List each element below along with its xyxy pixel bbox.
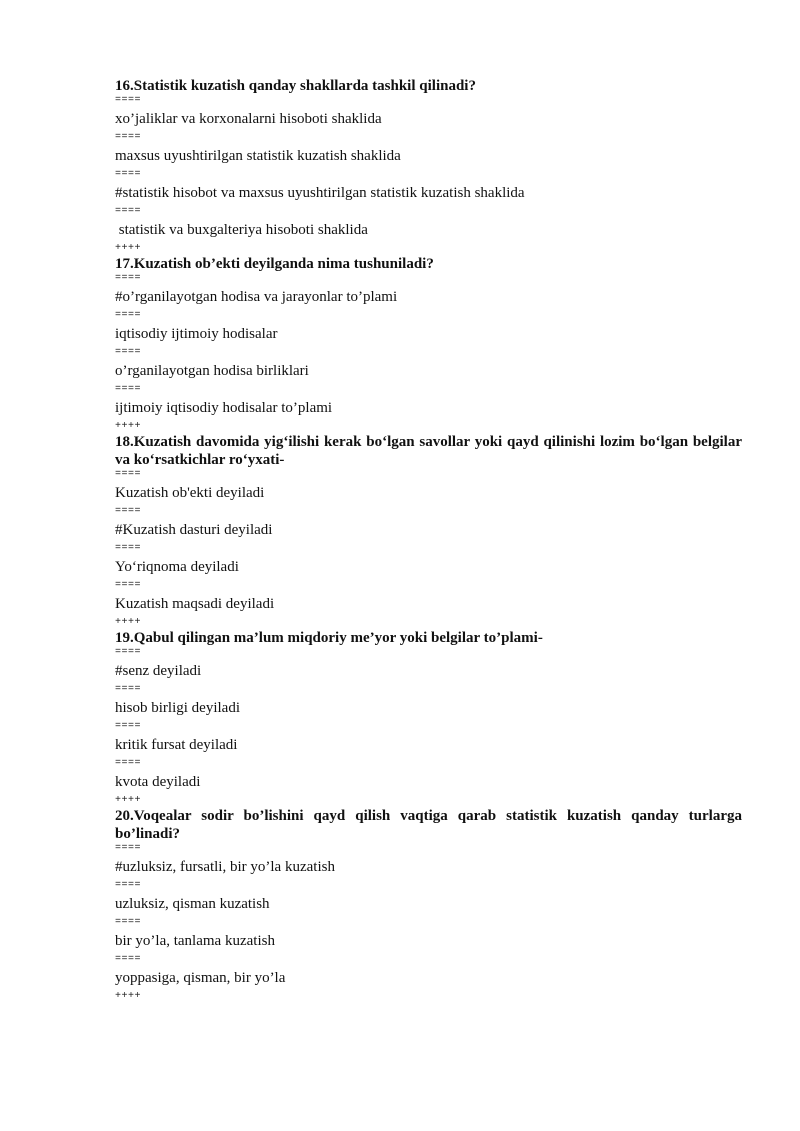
- question-title: 16.Statistik kuzatish qanday shakllarda tashkil qilinadi?: [115, 78, 476, 94]
- answer-separator: ====: [115, 384, 142, 395]
- answer-separator: ====: [115, 580, 142, 591]
- answer-separator: ====: [115, 310, 142, 321]
- answer-option: maxsus uyushtirilgan statistik kuzatish shaklida: [115, 148, 401, 164]
- answer-separator: ====: [115, 647, 142, 658]
- answer-separator: ====: [115, 273, 142, 284]
- answer-separator: ====: [115, 543, 142, 554]
- question-terminator: ++++: [115, 243, 142, 254]
- answer-option: iqtisodiy ijtimoiy hodisalar: [115, 326, 278, 342]
- question-terminator: ++++: [115, 991, 142, 1002]
- answer-separator: ====: [115, 843, 142, 854]
- question-terminator: ++++: [115, 795, 142, 806]
- question-title: 18.Kuzatish davomida yig‘ilishi kerak bo‘lgan savollar yoki qayd qilinishi lozim bo‘lgan belgilar va ko‘rsatkichlar ro‘yxati-: [115, 434, 742, 468]
- answer-option: #o’rganilayotgan hodisa va jarayonlar to’plami: [115, 289, 398, 305]
- answer-separator: ====: [115, 169, 142, 180]
- answer-separator: ====: [115, 721, 142, 732]
- answer-separator: ====: [115, 684, 142, 695]
- answer-separator: ====: [115, 132, 142, 143]
- question-block: [115, 629, 742, 807]
- answer-option: bir yo’la, tanlama kuzatish: [115, 933, 275, 949]
- answer-option: xo’jaliklar va korxonalarni hisoboti shaklida: [115, 111, 382, 127]
- document-page: [115, 77, 742, 1003]
- answer-separator: ====: [115, 206, 142, 217]
- answer-option: #Kuzatish dasturi deyiladi: [115, 522, 273, 538]
- answer-separator: ====: [115, 758, 142, 769]
- answer-option: kvota deyiladi: [115, 774, 201, 790]
- answer-option: statistik va buxgalteriya hisoboti shaklida: [115, 222, 368, 238]
- answer-option: #senz deyiladi: [115, 663, 202, 679]
- answer-separator: ====: [115, 469, 142, 480]
- answer-separator: ====: [115, 880, 142, 891]
- answer-option: #statistik hisobot va maxsus uyushtirilgan statistik kuzatish shaklida: [115, 185, 525, 201]
- answer-option: hisob birligi deyiladi: [115, 700, 240, 716]
- answer-separator: ====: [115, 506, 142, 517]
- answer-option: ijtimoiy iqtisodiy hodisalar to’plami: [115, 400, 333, 416]
- question-title: 17.Kuzatish ob’ekti deyilganda nima tushuniladi?: [115, 256, 434, 272]
- answer-option: uzluksiz, qisman kuzatish: [115, 896, 270, 912]
- answer-option: #uzluksiz, fursatli, bir yo’la kuzatish: [115, 859, 335, 875]
- question-title: 20.Voqealar sodir bo’lishini qayd qilish vaqtiga qarab statistik kuzatish qanday turlarga bo’linadi?: [115, 808, 742, 842]
- answer-option: yoppasiga, qisman, bir yo’la: [115, 970, 286, 986]
- answer-separator: ====: [115, 917, 142, 928]
- answer-option: Kuzatish ob'ekti deyiladi: [115, 485, 265, 501]
- answer-separator: ====: [115, 954, 142, 965]
- answer-separator: ====: [115, 95, 142, 106]
- question-terminator: ++++: [115, 617, 142, 628]
- answer-option: Kuzatish maqsadi deyiladi: [115, 596, 275, 612]
- answer-option: Yo‘riqnoma deyiladi: [115, 559, 239, 575]
- question-block: [115, 77, 742, 255]
- answer-option: o’rganilayotgan hodisa birliklari: [115, 363, 309, 379]
- question-block: [115, 433, 742, 629]
- question-block: [115, 807, 742, 1003]
- question-terminator: ++++: [115, 421, 142, 432]
- answer-option: kritik fursat deyiladi: [115, 737, 238, 753]
- question-title: 19.Qabul qilingan ma’lum miqdoriy me’yor yoki belgilar to’plami-: [115, 630, 543, 646]
- answer-separator: ====: [115, 347, 142, 358]
- question-block: [115, 255, 742, 433]
